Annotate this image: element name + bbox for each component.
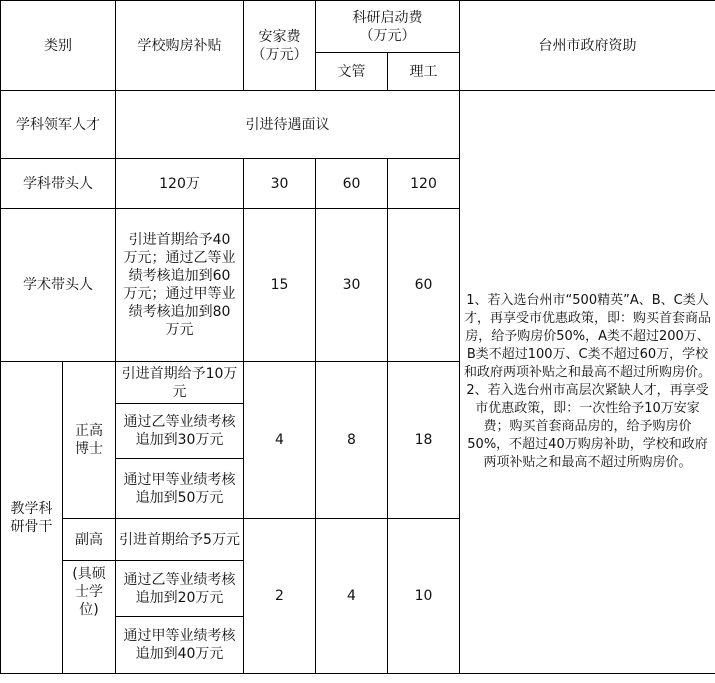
deputy-eng: 10 (388, 519, 460, 674)
deputy-arts: 4 (316, 519, 388, 674)
header-liberal-arts: 文管 (316, 53, 388, 91)
senior-settling: 4 (244, 362, 316, 519)
senior-arts: 8 (316, 362, 388, 519)
header-science-eng: 理工 (388, 53, 460, 91)
head-settling: 30 (244, 159, 316, 209)
academic-arts: 30 (316, 209, 388, 362)
header-settling-fee: 安家费 （万元） (244, 1, 316, 91)
row-label-teaching-group: 教学科研骨干 (1, 362, 63, 674)
deputy-housing-3: 通过甲等业绩考核追加到40万元 (116, 617, 244, 674)
leader-merged-negotiable: 引进待遇面议 (116, 91, 460, 159)
deputy-label: 副高 (63, 519, 116, 561)
senior-housing-1: 引进首期给予10万元 (116, 362, 244, 404)
deputy-settling: 2 (244, 519, 316, 674)
head-arts: 60 (316, 159, 388, 209)
row-label-head: 学科带头人 (1, 159, 116, 209)
academic-eng: 60 (388, 209, 460, 362)
row-label-leader: 学科领军人才 (1, 91, 116, 159)
deputy-degree-label: (具硕士学位) (63, 561, 116, 674)
academic-settling: 15 (244, 209, 316, 362)
senior-eng: 18 (388, 362, 460, 519)
row-label-academic: 学术带头人 (1, 209, 116, 362)
senior-housing-3: 通过甲等业绩考核追加到50万元 (116, 459, 244, 519)
taizhou-policy-text: 1、若入选台州市“500精英”A、B、C类人才，再享受市优惠政策，即：购买首套商品房，给予购房价50%，A类不超过200万、B类不超过100万、C类不超过60万，学校和政府两项补贴之和最高不超过所购房价。 2、若入选台州市高层次紧缺人才，再享受市优惠政策，即：一次性给予10万安家费；购买首套商品房的，给予购房价50%，不超过40万购房补助，学校和政府两项补贴之和最高不超过所购房价。 (460, 91, 715, 674)
header-taizhou-gov: 台州市政府资助 (460, 1, 715, 91)
head-housing: 120万 (116, 159, 244, 209)
header-category: 类别 (1, 1, 116, 91)
deputy-housing-1: 引进首期给予5万元 (116, 519, 244, 561)
senior-label: 正高 博士 (63, 362, 116, 519)
header-research-fund: 科研启动费 （万元） (316, 1, 460, 53)
academic-housing: 引进首期给予40万元；通过乙等业绩考核追加到60万元；通过甲等业绩考核追加到80万元 (116, 209, 244, 362)
senior-housing-2: 通过乙等业绩考核追加到30万元 (116, 404, 244, 459)
head-eng: 120 (388, 159, 460, 209)
deputy-housing-2: 通过乙等业绩考核追加到20万元 (116, 561, 244, 617)
header-housing-subsidy: 学校购房补贴 (116, 1, 244, 91)
